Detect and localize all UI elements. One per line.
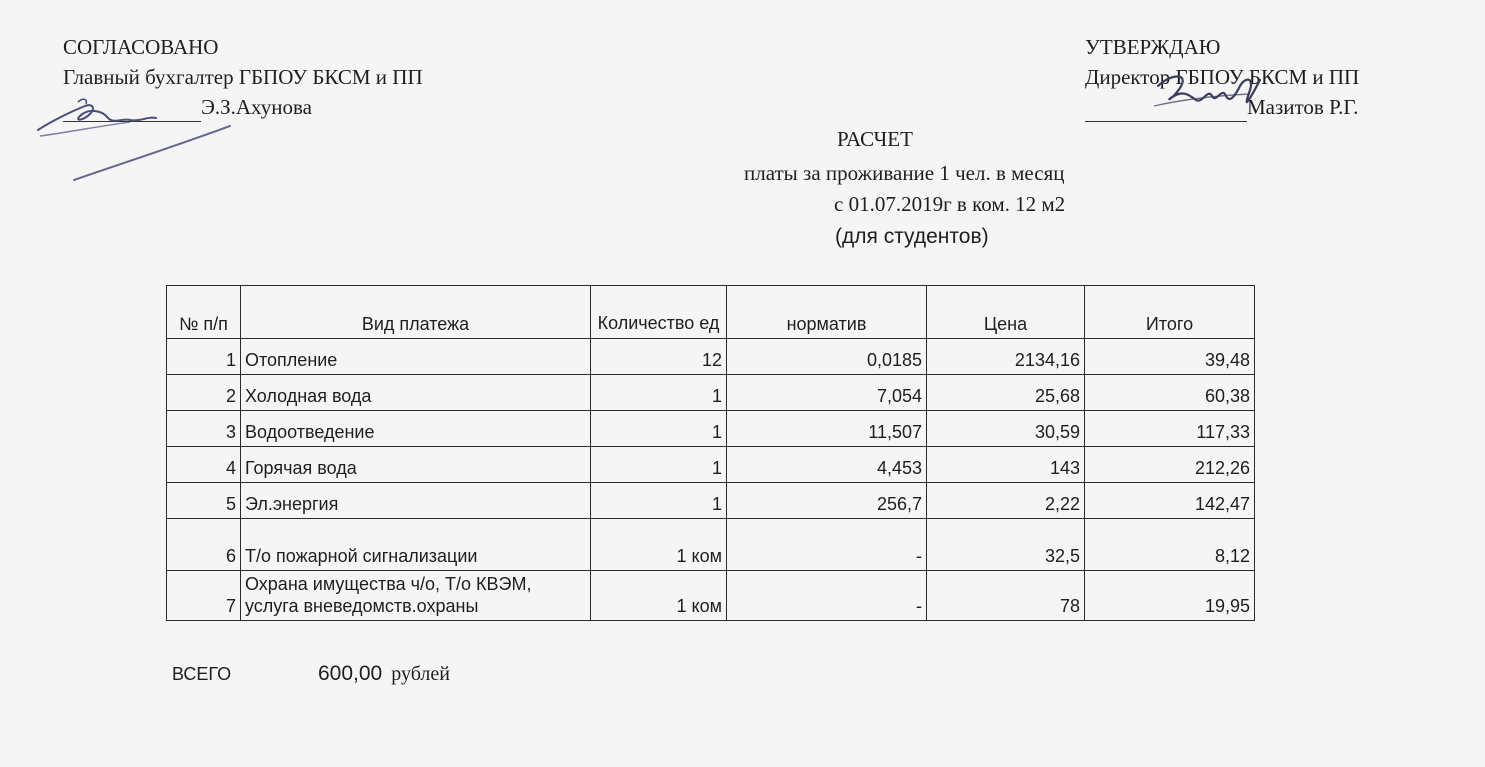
row-total: 8,12 [1085,519,1255,571]
row-number: 4 [167,447,241,483]
row-norm: - [727,519,927,571]
row-total: 60,38 [1085,375,1255,411]
row-total: 39,48 [1085,339,1255,375]
row-number: 7 [167,571,241,621]
table-row [167,483,1255,519]
row-quantity: 1 ком [591,519,727,571]
row-number: 3 [167,411,241,447]
approval-left-signature-row [63,92,423,122]
signature-line-right [1085,99,1247,122]
row-number: 2 [167,375,241,411]
table-row [167,375,1255,411]
row-price: 2134,16 [927,339,1085,375]
document-audience: (для студентов) [835,225,989,248]
approval-right-heading: УТВЕРЖДАЮ [1085,35,1221,59]
row-payment-type: Т/о пожарной сигнализации [241,519,591,571]
row-price: 30,59 [927,411,1085,447]
table-row [167,519,1255,571]
approval-right-position: Директор ГБПОУ БКСМ и ПП [1085,65,1360,89]
row-price: 2,22 [927,483,1085,519]
row-norm: 256,7 [727,483,927,519]
approval-right-block [1085,32,1359,122]
table-row [167,411,1255,447]
row-number: 1 [167,339,241,375]
row-payment-type [241,571,591,621]
table-row [167,339,1255,375]
header-price: Цена [927,286,1085,339]
header-norm: норматив [727,286,927,339]
table-row [167,447,1255,483]
table-row [167,571,1255,621]
row-quantity: 1 [591,483,727,519]
row-total: 212,26 [1085,447,1255,483]
row-total: 19,95 [1085,571,1255,621]
row-norm: 4,453 [727,447,927,483]
approval-left-heading: СОГЛАСОВАНО [63,35,219,59]
row-norm: 7,054 [727,375,927,411]
header-payment-type: Вид платежа [241,286,591,339]
row-norm: 0,0185 [727,339,927,375]
row-price: 143 [927,447,1085,483]
document-title: РАСЧЕТ [837,127,913,151]
row-norm: - [727,571,927,621]
row-price: 32,5 [927,519,1085,571]
approval-left-name: Э.З.Ахунова [201,95,312,119]
row-quantity: 1 [591,447,727,483]
row-quantity: 1 [591,375,727,411]
payment-table [166,285,1255,621]
row-payment-type: Водоотведение [241,411,591,447]
header-total: Итого [1085,286,1255,339]
approval-left-block [63,32,423,122]
signature-line-left [63,99,201,122]
row-payment-type: Горячая вода [241,447,591,483]
table-header-row [167,286,1255,339]
row-quantity: 1 ком [591,571,727,621]
row-total: 117,33 [1085,411,1255,447]
row-payment-type: Отопление [241,339,591,375]
row-number: 5 [167,483,241,519]
row-quantity: 12 [591,339,727,375]
grand-total-currency: рублей [391,663,450,685]
row-quantity: 1 [591,411,727,447]
document-subtitle: платы за проживание 1 чел. в месяц [744,161,1065,185]
row-payment-type: Эл.энергия [241,483,591,519]
row-number: 6 [167,519,241,571]
document-period: с 01.07.2019г в ком. 12 м2 [834,192,1066,216]
row-payment-type-line2: услуга вневедомств.охраны [245,596,479,616]
header-number: № п/п [167,286,241,339]
row-norm: 11,507 [727,411,927,447]
row-payment-type-line1: Охрана имущества ч/о, Т/о КВЭМ, [245,574,532,594]
approval-left-position: Главный бухгалтер ГБПОУ БКСМ и ПП [63,65,423,89]
row-total: 142,47 [1085,483,1255,519]
row-price: 25,68 [927,375,1085,411]
approval-right-signature-row [1085,92,1359,122]
grand-total [172,662,450,686]
row-price: 78 [927,571,1085,621]
row-payment-type: Холодная вода [241,375,591,411]
header-quantity: Количество ед [591,286,727,339]
grand-total-label: ВСЕГО [172,664,232,684]
approval-right-name: Мазитов Р.Г. [1247,95,1359,119]
grand-total-amount: 600,00 [318,662,383,685]
